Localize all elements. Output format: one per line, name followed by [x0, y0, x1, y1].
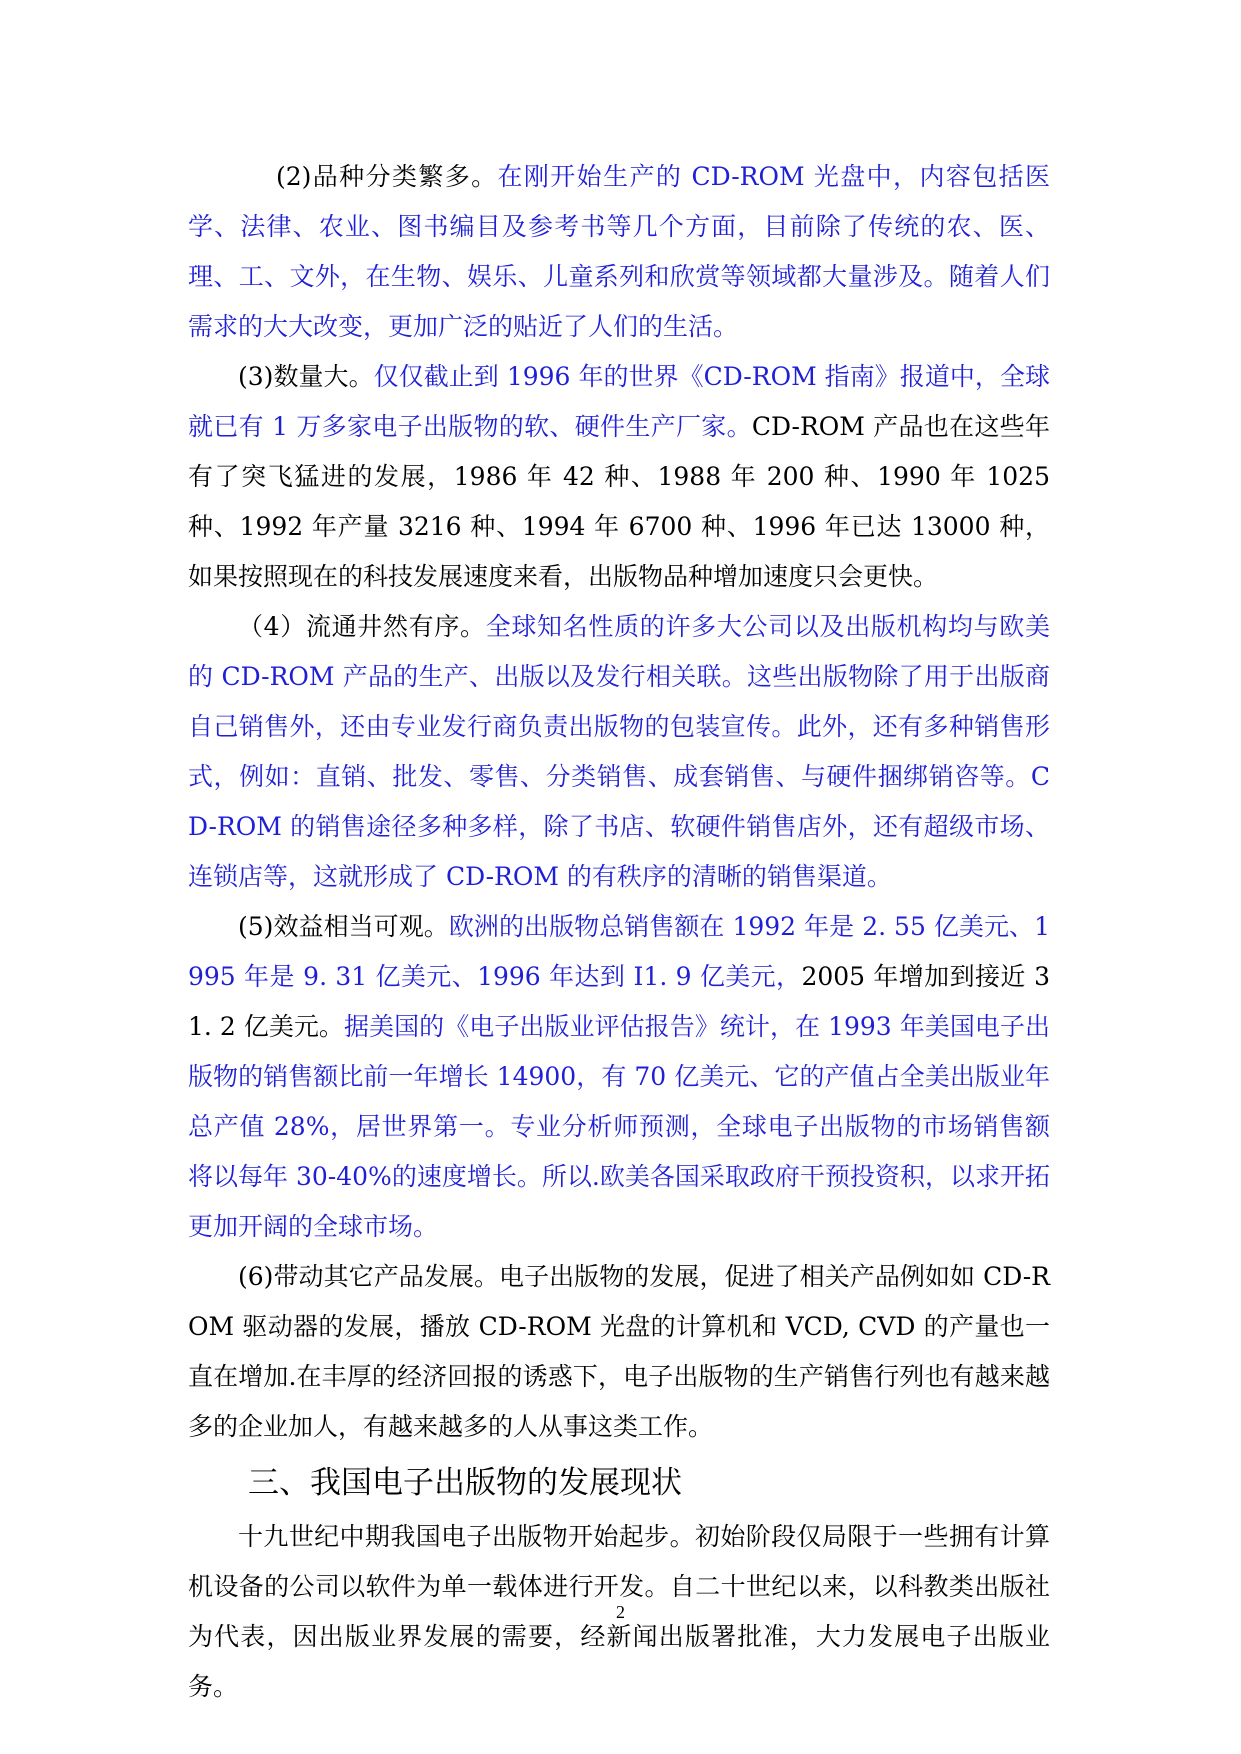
paragraph-circulation: [188, 602, 1050, 902]
paragraph-variety: [188, 152, 1050, 352]
highlighted-text: 欧洲的出版物总销售额在 1992 年是 2. 55 亿美元、1995 年是 9. 31 亿美元、1996 年达到 I1. 9 亿美元，: [188, 912, 1050, 991]
paragraph-text: 2005 年增加到接近 31. 2 亿美元。: [188, 962, 1050, 1041]
section-heading: 三、我国电子出版物的发展现状: [248, 1465, 682, 1501]
page-body: [188, 152, 1050, 1712]
highlighted-text: CD-ROM 的销售途径多种多样，除了书店、软硬件销售店外，还有超级市场、连锁店等，这就形成了 CD-ROM 的有秩序的清晰的销售渠道。: [188, 762, 1050, 891]
paragraph-lead: (3)数量大。: [238, 362, 374, 391]
page-number: 2: [616, 1602, 625, 1622]
highlighted-text: 在刚开始生产的 CD-ROM 光盘中，内容包括医学、法律、农业、图书编目及参考书等几个方面，目前除了传统的农、医、理、工、文外，在生物、娱乐、儿童系列和欣赏等领域都大量涉及。随着人们需求的大大改变，更加广泛的贴近了人们的生活。: [188, 162, 1050, 341]
paragraph-china-status: 十九世纪中期我国电子出版物开始起步。初始阶段仅局限于一些拥有计算机设备的公司以软件为单一载体进行开发。自二十世纪以来，以科教类出版社为代表，因出版业界发展的需要，经新闻出版署批准，大力发展电子出版业务。: [188, 1522, 1050, 1701]
highlighted-text: 据美国的《电子出版业评估报告》统计，在 1993 年美国电子出版物的销售额比前一年增长 14900，有 70 亿美元、它的产值占全美出版业年总产值 28%，居世界第一。专业分析师预测，全球电子出版物的市场销售额将以每年 30-40%的速度增长。所以.欧美各国采取政府干预投资积，以求开拓更加开阔的全球市场。: [188, 1012, 1050, 1241]
paragraph-lead: (2)品种分类繁多。: [276, 162, 498, 191]
highlighted-text: 仅仅截止到 1996 年的世界《CD-ROM 指南》报道中，全球就已有 1 万多家电子出版物的软、硬件生产厂家。: [188, 362, 1051, 441]
highlighted-text: 全球知名性质的许多大公司以及出版机构均与欧美的 CD-ROM 产品的生产、出版以及发行相关联。这些出版物除了用于出版商自己销售外，还由专业发行商负责出版物的包装宣传。此外，还有多种销售形式，例如：直销、批发、零售、分类销售、成套销售、与硬件捆绑销咨等。: [188, 612, 1050, 791]
paragraph-benefits: [188, 902, 1050, 1252]
paragraph-text: CD-ROM 产品也在这些年有了突飞猛进的发展，1986 年 42 种、1988 年 200 种、1990 年 1025 种、1992 年产量 3216 种、1994 年 6700 种、1996 年已达 13000 种，如果按照现在的科技发展速度来看，出版物品种增加速度只会更快。: [188, 412, 1050, 591]
paragraph-lead: (5)效益相当可观。: [238, 912, 449, 941]
paragraph-quantity: [188, 352, 1050, 602]
paragraph-lead: （4）流通井然有序。: [238, 612, 486, 641]
paragraph-related-products: (6)带动其它产品发展。电子出版物的发展，促进了相关产品例如如 CD-ROM 驱动器的发展，播放 CD-ROM 光盘的计算机和 VCD, CVD 的产量也一直在增加.在丰厚的经济回报的诱惑下，电子出版物的生产销售行列也有越来越多的企业加人，有越来越多的人从事这类工作。: [188, 1262, 1050, 1441]
